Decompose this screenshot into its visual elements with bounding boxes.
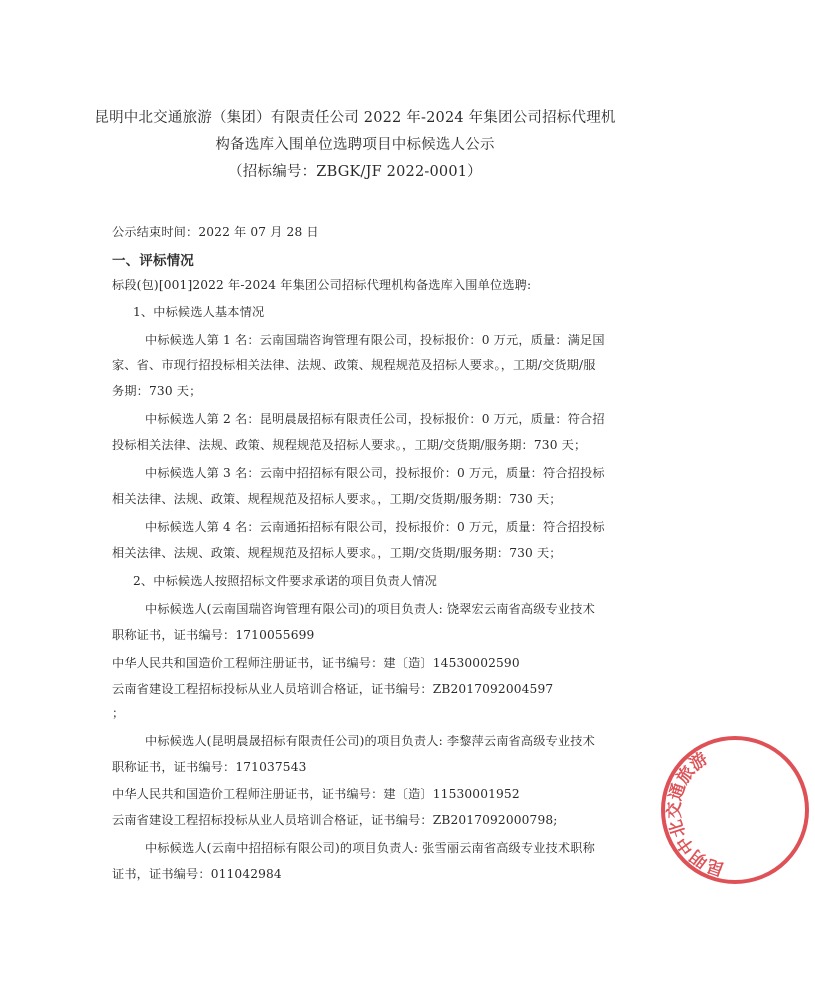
lead-3-line-1: 中标候选人(云南中招招标有限公司)的项目负责人: 张雪丽云南省高级专业技术职称 [145,841,595,855]
lead-3-line-2: 证书，证书编号：011042984 [112,867,282,881]
candidate-4-line-1: 中标候选人第 4 名：云南通拓招标有限公司，投标报价：0 万元，质量：符合招投标 [145,520,605,534]
lead-1-line-1: 中标候选人(云南国瑞咨询管理有限公司)的项目负责人: 饶翠宏云南省高级专业技术 [145,602,595,616]
title-line-3: （招标编号：ZBGK/JF 2022-0001） [228,164,482,180]
title-line-1: 昆明中北交通旅游（集团）有限责任公司 2022 年-2024 年集团公司招标代理机 [94,110,616,126]
lead-1-line-2: 职称证书，证书编号：1710055699 [112,628,315,642]
candidate-4-line-2: 相关法律、法规、政策、规程规范及招标人要求。，工期/交货期/服务期：730 天； [112,546,562,560]
lead-1-line-4: 云南省建设工程招标投标从业人员培训合格证，证书编号：ZB2017092004597 [112,682,554,696]
section-heading-evaluation: 一、评标情况 [112,253,194,269]
lead-1-line-5: ； [112,706,125,720]
lead-2-line-2: 职称证书，证书编号：171037543 [112,760,307,774]
subsection-heading-candidates: 1、中标候选人基本情况 [133,305,265,319]
candidate-1-line-3: 务期：730 天； [112,384,202,398]
candidate-1-line-1: 中标候选人第 1 名：云南国瑞咨询管理有限公司，投标报价：0 万元，质量：满足国 [145,333,605,347]
subsection-heading-project-leads: 2、中标候选人按照招标文件要求承诺的项目负责人情况 [133,574,438,588]
candidate-1-line-2: 家、省、市现行招投标相关法律、法规、政策、规程规范及招标人要求。，工期/交货期/服 [112,358,596,372]
lot-description: 标段(包)[001]2022 年-2024 年集团公司招标代理机构备选库入围单位选聘: [112,278,532,292]
lead-1-line-3: 中华人民共和国造价工程师注册证书，证书编号：建〔造〕14530002590 [112,656,520,670]
candidate-2-line-2: 投标相关法律、法规、政策、规程规范及招标人要求。，工期/交货期/服务期：730 天； [112,438,587,452]
lead-2-line-3: 中华人民共和国造价工程师注册证书，证书编号：建〔造〕11530001952 [112,787,520,801]
lead-2-line-1: 中标候选人(昆明晨晟招标有限责任公司)的项目负责人: 李黎萍云南省高级专业技术 [145,734,595,748]
seal-text: 昆明中北交通旅游 [665,748,727,879]
candidate-2-line-1: 中标候选人第 2 名：昆明晨晟招标有限责任公司，投标报价：0 万元，质量：符合招 [145,412,605,426]
lead-2-line-4: 云南省建设工程招标投标从业人员培训合格证，证书编号：ZB2017092000798; [112,813,558,827]
announcement-end-time: 公示结束时间：2022 年 07 月 28 日 [112,225,319,239]
company-seal [655,730,815,890]
candidate-3-line-1: 中标候选人第 3 名：云南中招招标有限公司，投标报价：0 万元，质量：符合招投标 [145,466,605,480]
title-line-2: 构备选库入围单位选聘项目中标候选人公示 [215,137,495,153]
candidate-3-line-2: 相关法律、法规、政策、规程规范及招标人要求。，工期/交货期/服务期：730 天； [112,492,562,506]
